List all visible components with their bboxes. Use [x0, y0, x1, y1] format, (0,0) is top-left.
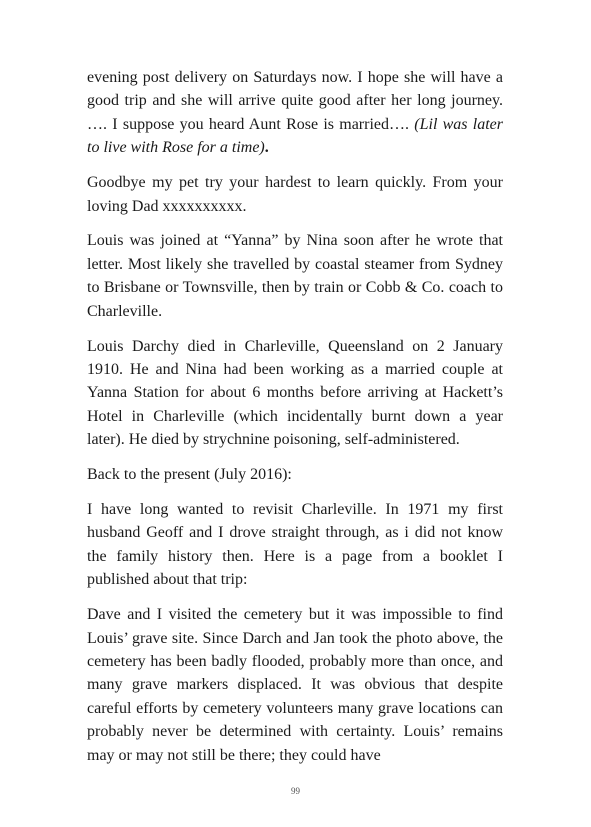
paragraph-text: evening post delivery on Saturdays now. I hope she will have a good trip and she will arrive quite good after her long journey. …. I suppose you heard Aunt Rose is married….	[87, 69, 503, 133]
paragraph-letter-end	[87, 66, 503, 160]
body-text	[87, 66, 503, 767]
paragraph-revisit: I have long wanted to revisit Charleville. In 1971 my first husband Geoff and I drove straight through, as i did not know the family history then. Here is a page from a booklet I published about that trip:	[87, 501, 503, 589]
italic-aside: (Lil was later to live with Rose for a time)	[87, 115, 504, 157]
paragraph-death: Louis Darchy died in Charleville, Queensland on 2 January 1910. He and Nina had been working as a married couple at Yanna Station for about 6 months before arriving at Hackett’s Hotel in Charleville (which incidentally burnt down a year later). He died by strychnine poisoning, self-administered.	[87, 337, 503, 449]
paragraph-tail: .	[264, 139, 269, 157]
paragraph-cemetery: Dave and I visited the cemetery but it was impossible to find Louis’ grave site. Since Darch and Jan took the photo above, the cemetery has been badly flooded, probably more than once, and many grave markers displaced. It was obvious that despite careful efforts by cemetery volunteers many grave locations can probably never be determined with certainty. Louis’ remains may or may not still be there; they could have	[87, 606, 503, 764]
paragraph-goodbye: Goodbye my pet try your hardest to learn quickly. From your loving Dad xxxxxxxxxx.	[87, 174, 503, 215]
paragraph-present: Back to the present (July 2016):	[87, 466, 292, 484]
page-number: 99	[291, 786, 300, 796]
paragraph-yanna: Louis was joined at “Yanna” by Nina soon after he wrote that letter. Most likely she travelled by coastal steamer from Sydney to Brisbane or Townsville, then by train or Cobb & Co. coach to Charleville.	[87, 232, 503, 320]
